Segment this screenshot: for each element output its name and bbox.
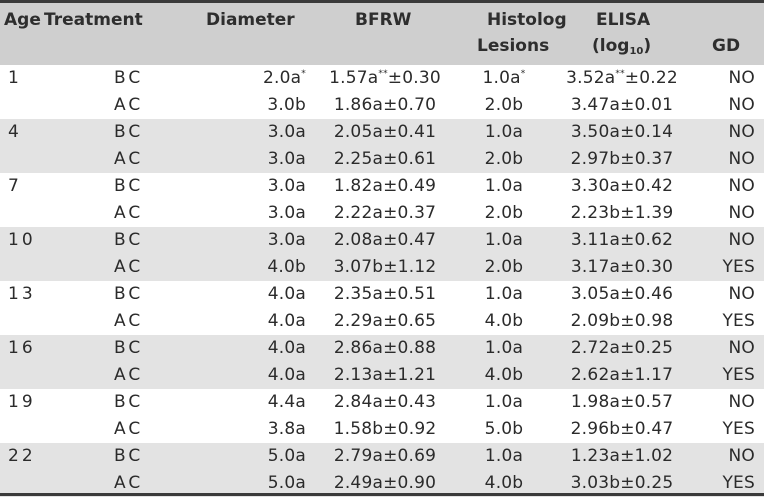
- age-group-band: [0, 65, 764, 119]
- table-header-band: [0, 3, 764, 65]
- cell-bfrw: 2.84a±0.43: [333, 392, 437, 412]
- cell-elisa: 3.17a±0.30: [570, 257, 674, 277]
- cell-treatment: BC: [114, 176, 144, 196]
- cell-histolog: 4.0b: [484, 473, 524, 493]
- cell-histolog: 1.0a: [484, 284, 524, 304]
- cell-treatment: BC: [114, 68, 144, 88]
- cell-diameter: 4.0a: [267, 365, 306, 385]
- header-lesions: Lesions: [477, 36, 550, 56]
- cell-bfrw: 1.82a±0.49: [333, 176, 437, 196]
- cell-gd: YES: [722, 365, 755, 385]
- cell-bfrw: 2.05a±0.41: [333, 122, 437, 142]
- cell-age: 4: [8, 122, 22, 142]
- cell-gd: NO: [728, 95, 755, 115]
- cell-bfrw: 2.22a±0.37: [333, 203, 437, 223]
- cell-diameter: 5.0a: [267, 473, 306, 493]
- cell-gd: NO: [728, 122, 755, 142]
- cell-gd: NO: [728, 338, 755, 358]
- cell-histolog: 2.0b: [484, 95, 524, 115]
- header-bfrw: BFRW: [355, 10, 412, 30]
- cell-treatment: BC: [114, 284, 144, 304]
- cell-diameter: 2.0a*: [263, 68, 306, 88]
- cell-elisa: 1.98a±0.57: [570, 392, 674, 412]
- cell-treatment: AC: [114, 257, 144, 277]
- cell-gd: YES: [722, 311, 755, 331]
- cell-elisa: 3.50a±0.14: [570, 122, 674, 142]
- cell-bfrw: 2.13a±1.21: [333, 365, 437, 385]
- cell-age: 10: [8, 230, 36, 250]
- age-group-band: [0, 389, 764, 443]
- cell-elisa: 3.47a±0.01: [570, 95, 674, 115]
- cell-histolog: 5.0b: [484, 419, 524, 439]
- cell-treatment: AC: [114, 365, 144, 385]
- cell-age: 1: [8, 68, 22, 88]
- cell-elisa: 2.23b±1.39: [570, 203, 674, 223]
- cell-bfrw: 1.57a**±0.30: [329, 68, 441, 88]
- cell-bfrw: 2.08a±0.47: [333, 230, 437, 250]
- cell-elisa: 2.97b±0.37: [570, 149, 674, 169]
- cell-gd: NO: [728, 392, 755, 412]
- cell-histolog: 4.0b: [484, 311, 524, 331]
- cell-treatment: AC: [114, 419, 144, 439]
- cell-diameter: 3.0a: [267, 230, 306, 250]
- cell-bfrw: 3.07b±1.12: [333, 257, 437, 277]
- cell-diameter: 3.0a: [267, 149, 306, 169]
- table-bottom-rule: [0, 493, 764, 496]
- cell-histolog: 1.0a*: [482, 68, 526, 88]
- cell-diameter: 4.0b: [267, 257, 306, 277]
- cell-gd: NO: [728, 203, 755, 223]
- cell-histolog: 4.0b: [484, 365, 524, 385]
- cell-bfrw: 1.58b±0.92: [333, 419, 437, 439]
- cell-histolog: 1.0a: [484, 230, 524, 250]
- cell-elisa: 3.11a±0.62: [570, 230, 674, 250]
- cell-diameter: 4.4a: [267, 392, 306, 412]
- cell-treatment: AC: [114, 203, 144, 223]
- cell-elisa: 2.09b±0.98: [570, 311, 674, 331]
- age-group-band: [0, 335, 764, 389]
- cell-treatment: BC: [114, 338, 144, 358]
- cell-age: 7: [8, 176, 22, 196]
- cell-gd: YES: [722, 257, 755, 277]
- cell-elisa: 3.05a±0.46: [570, 284, 674, 304]
- cell-treatment: AC: [114, 95, 144, 115]
- cell-histolog: 1.0a: [484, 446, 524, 466]
- cell-gd: YES: [722, 473, 755, 493]
- cell-bfrw: 2.79a±0.69: [333, 446, 437, 466]
- cell-histolog: 1.0a: [484, 176, 524, 196]
- cell-histolog: 2.0b: [484, 257, 524, 277]
- cell-elisa: 3.30a±0.42: [570, 176, 674, 196]
- cell-gd: YES: [722, 419, 755, 439]
- cell-age: 19: [8, 392, 36, 412]
- cell-elisa: 2.62a±1.17: [570, 365, 674, 385]
- cell-diameter: 5.0a: [267, 446, 306, 466]
- age-group-band: [0, 173, 764, 227]
- cell-diameter: 3.0a: [267, 122, 306, 142]
- cell-diameter: 3.8a: [267, 419, 306, 439]
- cell-gd: NO: [728, 149, 755, 169]
- cell-treatment: AC: [114, 149, 144, 169]
- cell-gd: NO: [728, 68, 755, 88]
- cell-elisa: 2.72a±0.25: [570, 338, 674, 358]
- age-group-band: [0, 227, 764, 281]
- cell-gd: NO: [728, 446, 755, 466]
- cell-gd: NO: [728, 230, 755, 250]
- header-histolog: Histolog: [487, 10, 567, 30]
- cell-age: 22: [8, 446, 36, 466]
- cell-bfrw: 2.49a±0.90: [333, 473, 437, 493]
- cell-elisa: 1.23a±1.02: [570, 446, 674, 466]
- cell-age: 13: [8, 284, 36, 304]
- age-group-band: [0, 443, 764, 497]
- header-elisa: ELISA: [596, 10, 651, 30]
- cell-bfrw: 2.25a±0.61: [333, 149, 437, 169]
- cell-diameter: 3.0a: [267, 176, 306, 196]
- cell-gd: NO: [728, 284, 755, 304]
- cell-treatment: BC: [114, 392, 144, 412]
- cell-bfrw: 1.86a±0.70: [333, 95, 437, 115]
- header-treatment: Treatment: [44, 10, 143, 30]
- cell-bfrw: 2.35a±0.51: [333, 284, 437, 304]
- age-group-band: [0, 281, 764, 335]
- cell-treatment: AC: [114, 473, 144, 493]
- cell-histolog: 1.0a: [484, 338, 524, 358]
- age-group-band: [0, 119, 764, 173]
- cell-histolog: 1.0a: [484, 122, 524, 142]
- cell-elisa: 3.52a**±0.22: [566, 68, 678, 88]
- cell-elisa: 3.03b±0.25: [570, 473, 674, 493]
- header-diameter: Diameter: [206, 10, 295, 30]
- cell-diameter: 3.0a: [267, 203, 306, 223]
- cell-treatment: BC: [114, 446, 144, 466]
- cell-histolog: 2.0b: [484, 203, 524, 223]
- cell-diameter: 4.0a: [267, 284, 306, 304]
- cell-gd: NO: [728, 176, 755, 196]
- cell-bfrw: 2.86a±0.88: [333, 338, 437, 358]
- cell-diameter: 4.0a: [267, 338, 306, 358]
- cell-histolog: 2.0b: [484, 149, 524, 169]
- cell-histolog: 1.0a: [484, 392, 524, 412]
- cell-diameter: 3.0b: [267, 95, 306, 115]
- cell-treatment: BC: [114, 122, 144, 142]
- cell-bfrw: 2.29a±0.65: [333, 311, 437, 331]
- cell-elisa: 2.96b±0.47: [570, 419, 674, 439]
- header-gd: GD: [712, 36, 741, 56]
- cell-treatment: AC: [114, 311, 144, 331]
- header-elisa-unit: $(\log_{10})$: [592, 36, 652, 57]
- header-age: Age: [4, 10, 41, 30]
- cell-treatment: BC: [114, 230, 144, 250]
- cell-age: 16: [8, 338, 36, 358]
- cell-diameter: 4.0a: [267, 311, 306, 331]
